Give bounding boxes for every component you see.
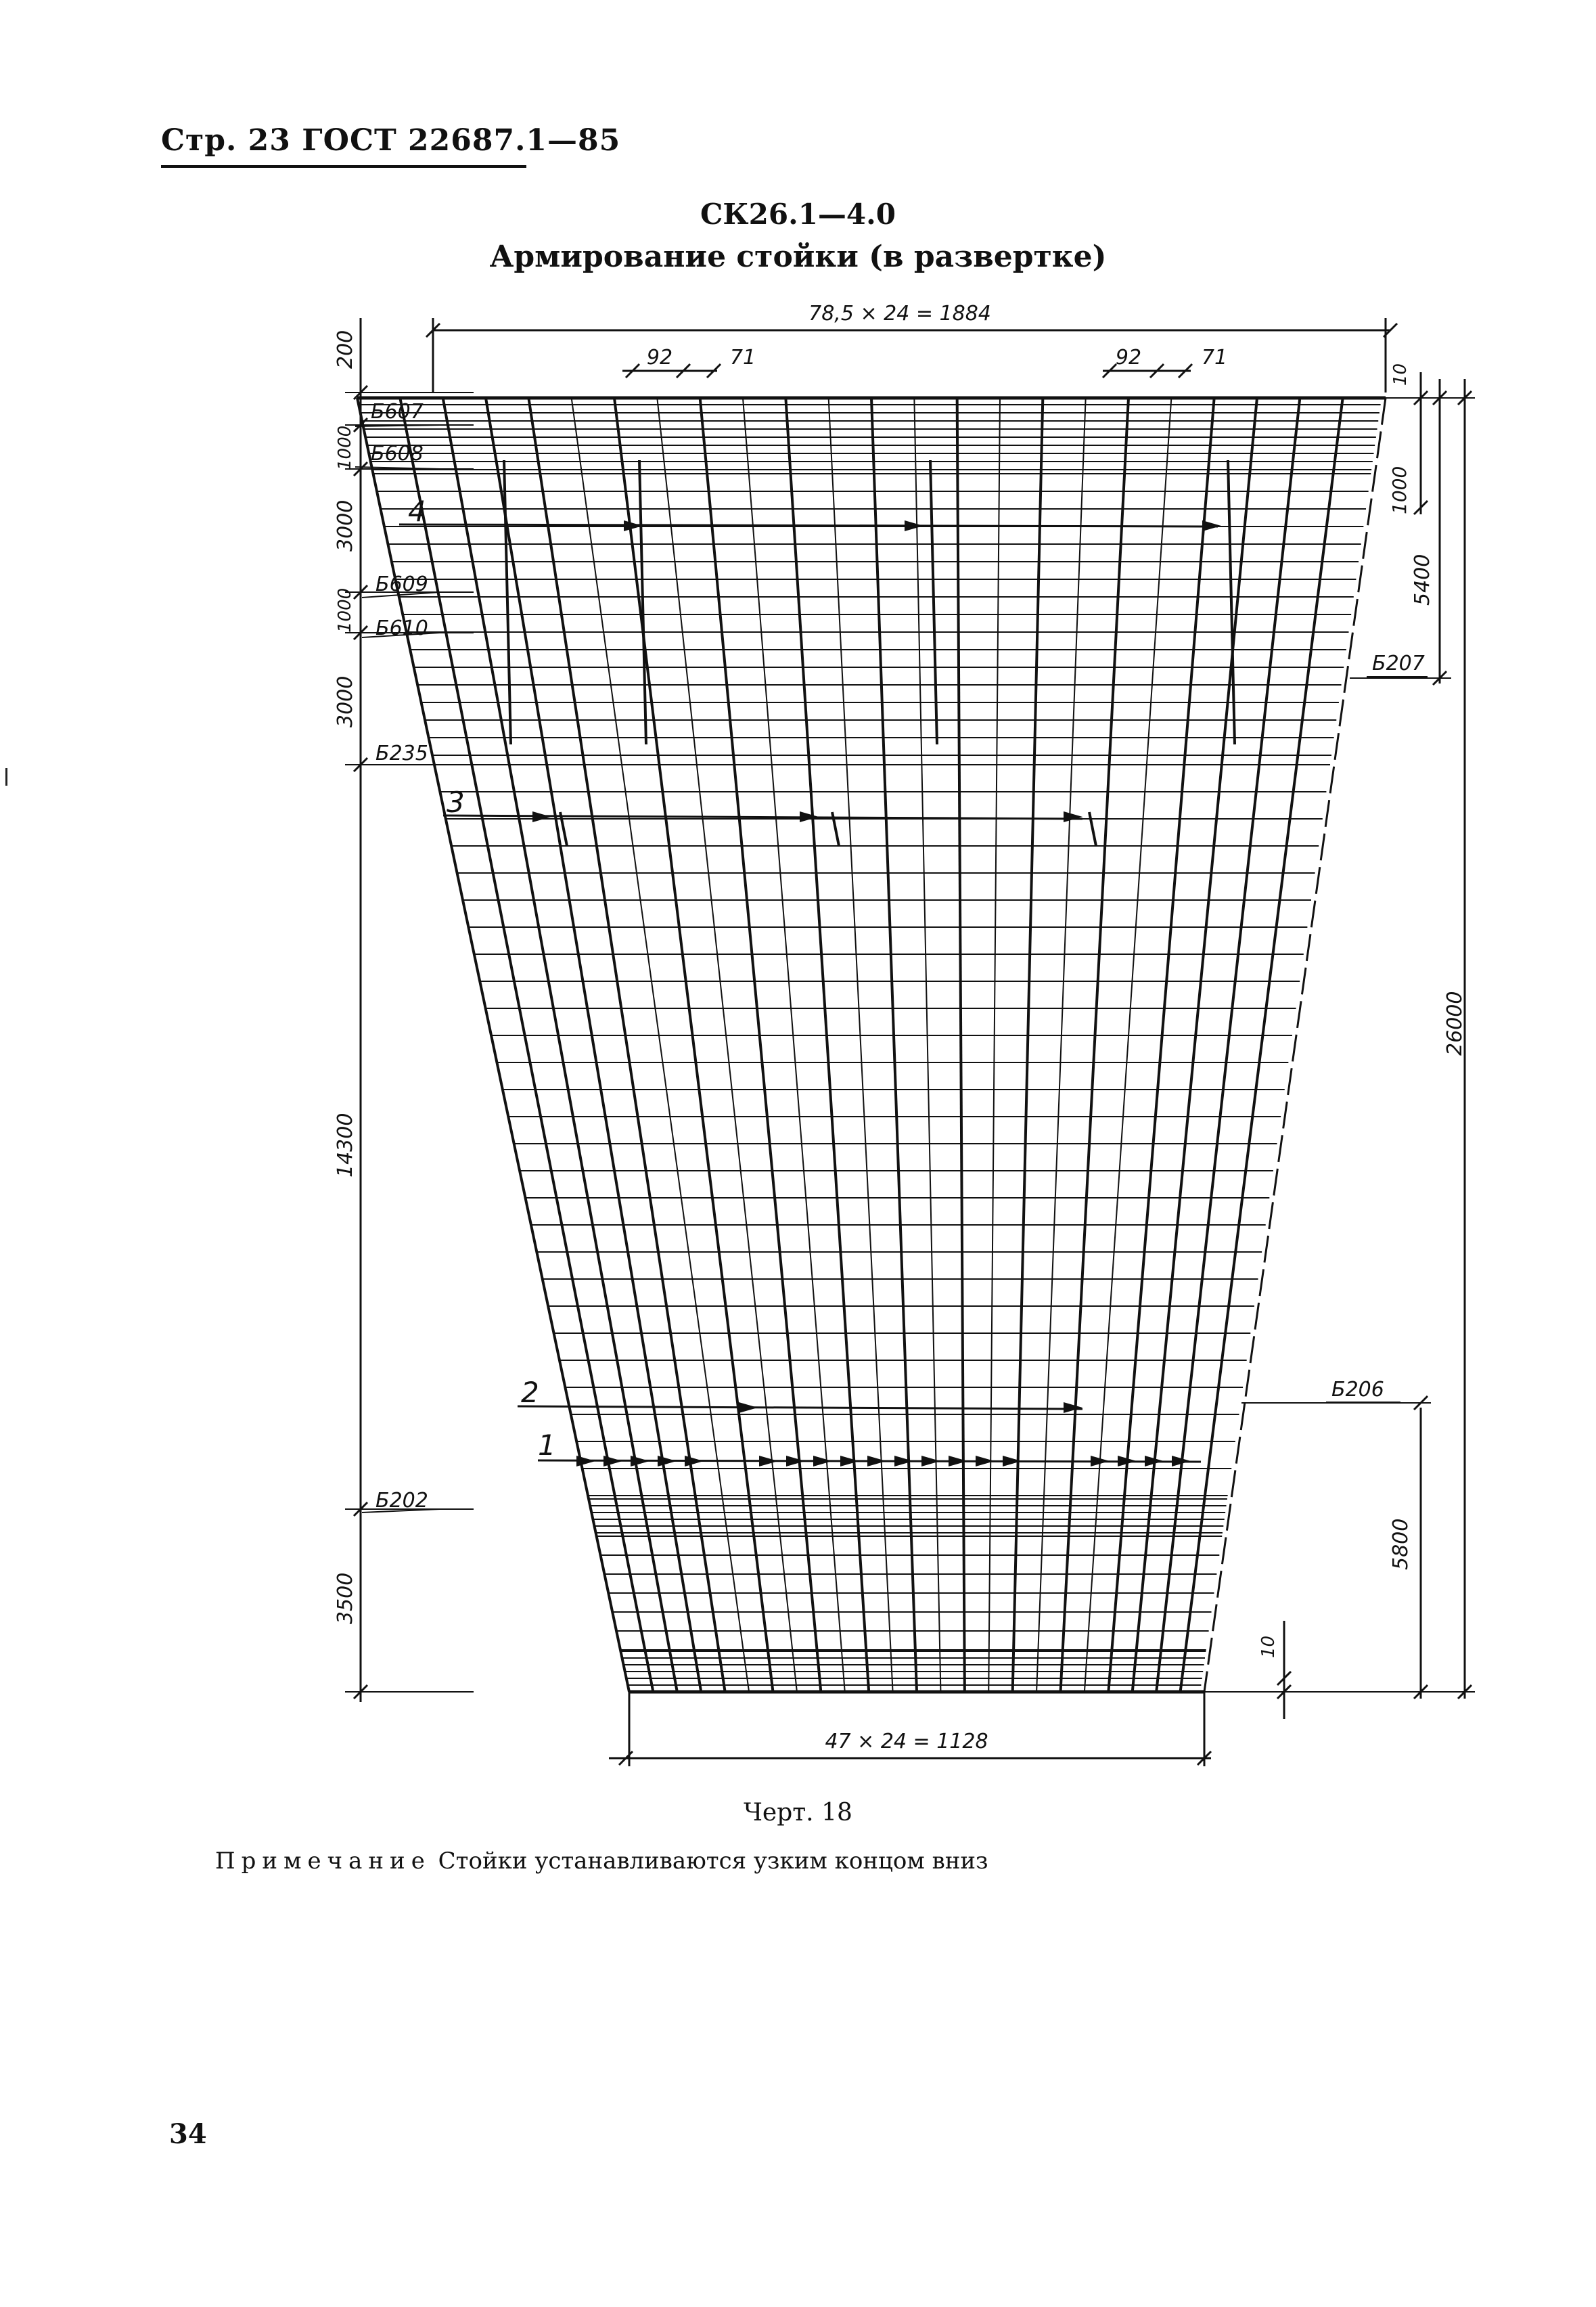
note-text: Стойки устанавливаются узким концом вниз: [430, 1847, 988, 1875]
left-dim-3000b: 3000: [334, 675, 357, 727]
left-dim-3500: 3500: [334, 1572, 357, 1624]
right-dim-10-top: 10: [1390, 363, 1411, 386]
longitudinal-bar: [988, 398, 1000, 1692]
page-number: 34: [169, 2118, 207, 2150]
label-b610: Б610: [375, 617, 428, 640]
arrow-head: [759, 1456, 778, 1466]
top-width-dim: 78,5 × 24 = 1884: [808, 302, 991, 326]
label-b609: Б609: [375, 573, 428, 596]
longitudinal-bar: [572, 398, 749, 1692]
longitudinal-bar: [1108, 398, 1214, 1692]
drawing-title: Армирование стойки (в развертке): [489, 240, 1107, 274]
arrow-head: [603, 1456, 622, 1466]
longitudinal-bar: [743, 398, 845, 1692]
note-label: Примечание: [215, 1847, 431, 1875]
right-dim-5400: 5400: [1411, 554, 1434, 606]
arrow-head: [976, 1456, 995, 1466]
longitudinal-bar: [1181, 398, 1343, 1692]
spacing-71-right: 71: [1201, 346, 1228, 369]
longitudinal-bar: [528, 398, 725, 1692]
arrow-head: [685, 1456, 704, 1466]
spacing-92-right: 92: [1115, 346, 1142, 369]
figure-caption: Черт. 18: [744, 1799, 852, 1827]
drawing-title-code: СК26.1—4.0: [700, 198, 896, 231]
arrow-head: [813, 1456, 832, 1466]
page-header: Стр. 23 ГОСТ 22687.1—85: [161, 123, 621, 158]
longitudinal-bar: [914, 398, 940, 1692]
arrow-head: [894, 1456, 913, 1466]
label-b206: Б206: [1331, 1378, 1384, 1402]
spacing-92-left: 92: [646, 346, 673, 369]
arrow-head: [631, 1456, 649, 1466]
longitudinal-bar: [1133, 398, 1257, 1692]
longitudinal-bar: [829, 398, 893, 1692]
dimension-lines: [345, 318, 1475, 1766]
arrow-head: [576, 1456, 595, 1466]
arrow-head: [1202, 520, 1221, 531]
longitudinal-bar: [700, 398, 821, 1692]
rebar-label-2: 2: [521, 1376, 539, 1409]
left-dim-1000b: 1000: [335, 587, 355, 633]
longitudinal-bar: [871, 398, 917, 1692]
label-b607: Б607: [371, 400, 424, 424]
left-dim-3000a: 3000: [334, 499, 357, 552]
right-dim-10-bottom: 10: [1258, 1635, 1279, 1658]
bottom-width-dim: 47 × 24 = 1128: [825, 1730, 988, 1753]
longitudinal-bar: [657, 398, 797, 1692]
arrow-head: [532, 811, 551, 822]
longitudinal-bar: [1036, 398, 1086, 1692]
longitudinal-bar: [785, 398, 869, 1692]
rebar-label-1: 1: [538, 1429, 556, 1462]
spacing-71-left: 71: [729, 346, 756, 369]
arrow-head: [658, 1456, 677, 1466]
longitudinal-bar: [1013, 398, 1043, 1692]
rebar-mesh: [357, 398, 1386, 1692]
longitudinal-bar: [1156, 398, 1300, 1692]
left-dim-200: 200: [334, 330, 357, 369]
longitudinal-bar: [1085, 398, 1171, 1692]
left-dim-1000a: 1000: [335, 425, 355, 470]
rebar-label-3: 3: [447, 786, 465, 819]
additional-bar: [1089, 812, 1096, 846]
longitudinal-bar: [614, 398, 773, 1692]
arrow-head: [1064, 811, 1082, 822]
label-b235: Б235: [375, 742, 428, 765]
label-b202: Б202: [375, 1489, 428, 1513]
note: [215, 1847, 988, 1875]
label-b207: Б207: [1372, 652, 1425, 675]
longitudinal-bar: [1061, 398, 1129, 1692]
arrow-head: [800, 811, 819, 822]
arrow-head: [739, 1402, 758, 1413]
arrow-head: [840, 1456, 859, 1466]
additional-bar: [560, 812, 567, 846]
right-dim-26000: 26000: [1443, 991, 1467, 1056]
margin-mark: [5, 768, 7, 786]
longitudinal-bar: [957, 398, 965, 1692]
left-dim-14300: 14300: [334, 1113, 357, 1178]
label-b608: Б608: [371, 442, 424, 466]
right-dim-5800: 5800: [1389, 1518, 1413, 1570]
arrow-head: [867, 1456, 886, 1466]
rebar-label-4: 4: [408, 495, 426, 528]
right-dim-1000: 1000: [1388, 466, 1411, 514]
arrow-head: [905, 520, 924, 531]
arrow-head: [1064, 1402, 1082, 1413]
longitudinal-bar: [486, 398, 701, 1692]
arrow-head: [921, 1456, 940, 1466]
arrow-head: [786, 1456, 805, 1466]
leader-2: [518, 1406, 1082, 1409]
